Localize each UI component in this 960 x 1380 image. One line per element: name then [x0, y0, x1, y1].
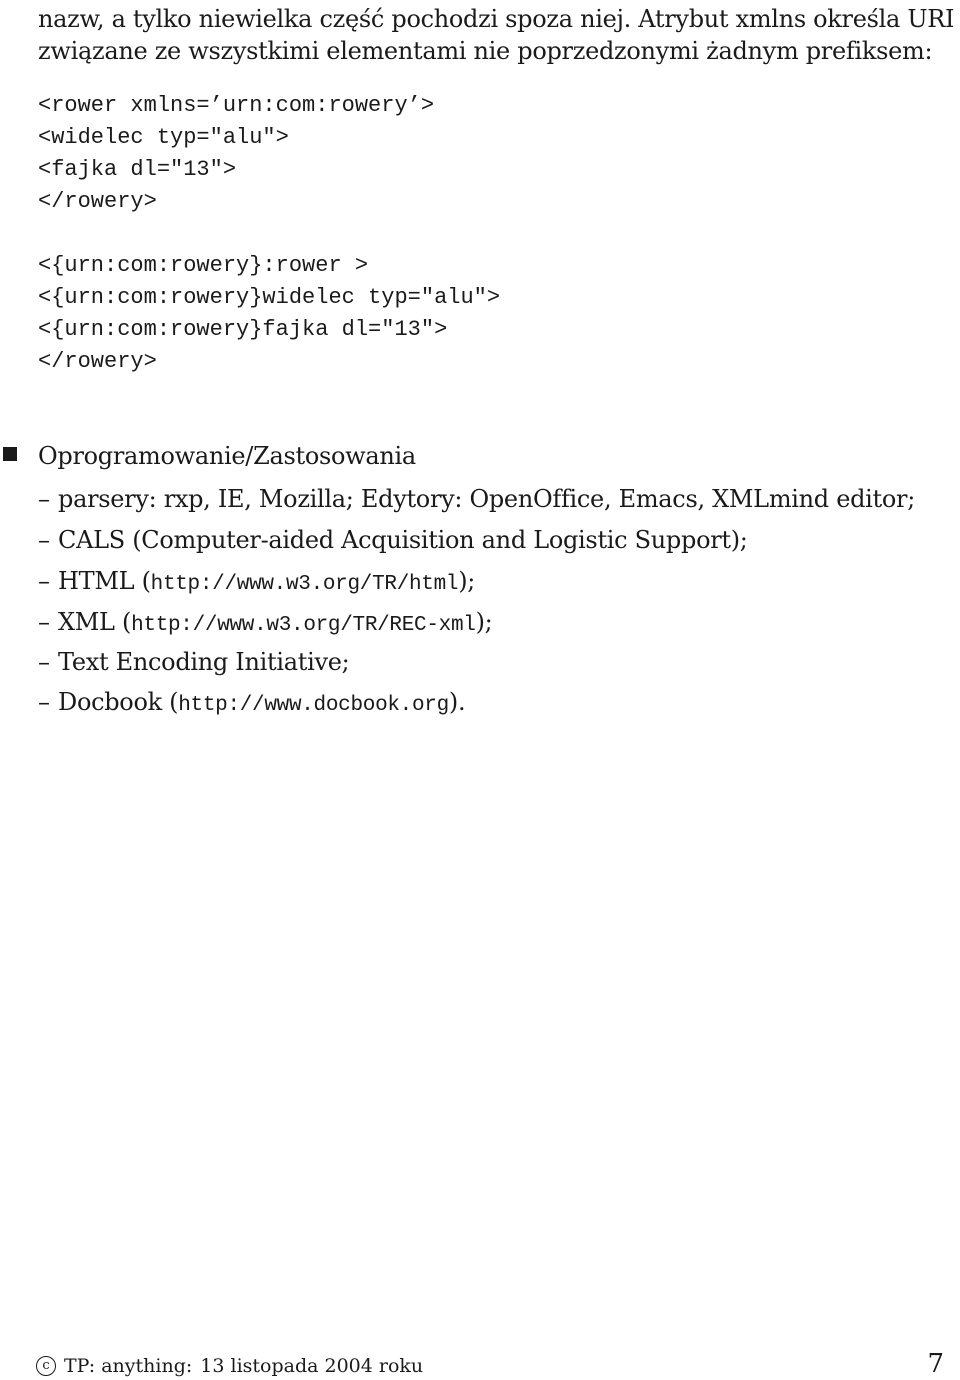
list-item-prefix: XML (: [58, 608, 132, 636]
code-line: <{urn:com:rowery}fajka dl="13">: [38, 317, 448, 342]
docbook-link[interactable]: http://www.docbook.org: [178, 694, 449, 717]
square-bullet-icon: [3, 447, 17, 461]
html-spec-link[interactable]: http://www.w3.org/TR/html: [150, 573, 459, 596]
list-item-suffix: );: [475, 608, 493, 636]
list-item-prefix: Docbook (: [58, 688, 179, 716]
footer: [36, 1352, 423, 1380]
code-line: </rowery>: [38, 189, 157, 214]
list-item-suffix: );: [458, 567, 476, 595]
list-item: [38, 523, 748, 557]
code-line: <fajka dl="13">: [38, 157, 237, 182]
copyright-icon: c: [36, 1356, 56, 1376]
dash-bullet: –: [38, 688, 50, 716]
intro-line-1: nazw, a tylko niewielka część pochodzi spoza niej. Atrybut xmlns określa URI: [38, 5, 955, 33]
section-heading: Oprogramowanie/Zastosowania: [38, 442, 416, 470]
code-line: <{urn:com:rowery}widelec typ="alu">: [38, 285, 501, 310]
code-line: <{urn:com:rowery}:rower >: [38, 253, 369, 278]
xml-spec-link[interactable]: http://www.w3.org/TR/REC-xml: [131, 614, 476, 637]
dash-bullet: –: [38, 485, 50, 513]
code-line: </rowery>: [38, 349, 157, 374]
list-item-text: parsery: rxp, IE, Mozilla; Edytory: OpenOffice, Emacs, XMLmind editor;: [58, 485, 915, 513]
intro-line-2: związane ze wszystkimi elementami nie poprzedzonymi żadnym prefiksem:: [38, 37, 933, 65]
dash-bullet: –: [38, 526, 50, 554]
list-item-text: CALS (Computer-aided Acquisition and Logistic Support);: [58, 526, 748, 554]
code-line: <widelec typ="alu">: [38, 125, 289, 150]
dash-bullet: –: [38, 567, 50, 595]
footer-date: 13 listopada 2004 roku: [200, 1355, 424, 1377]
list-item-suffix: ).: [448, 688, 466, 716]
list-item-text: Text Encoding Initiative;: [58, 648, 350, 676]
page-number: 7: [927, 1349, 944, 1379]
dash-bullet: –: [38, 648, 50, 676]
list-item: [38, 645, 349, 679]
code-line: <rower xmlns=’urn:com:rowery’>: [38, 93, 435, 118]
list-item: [38, 605, 492, 643]
footer-text: TP: anything:: [64, 1355, 193, 1377]
list-item-prefix: HTML (: [58, 567, 151, 595]
list-item: [38, 482, 915, 516]
list-item: [38, 564, 475, 602]
dash-bullet: –: [38, 608, 50, 636]
list-item: [38, 685, 465, 723]
